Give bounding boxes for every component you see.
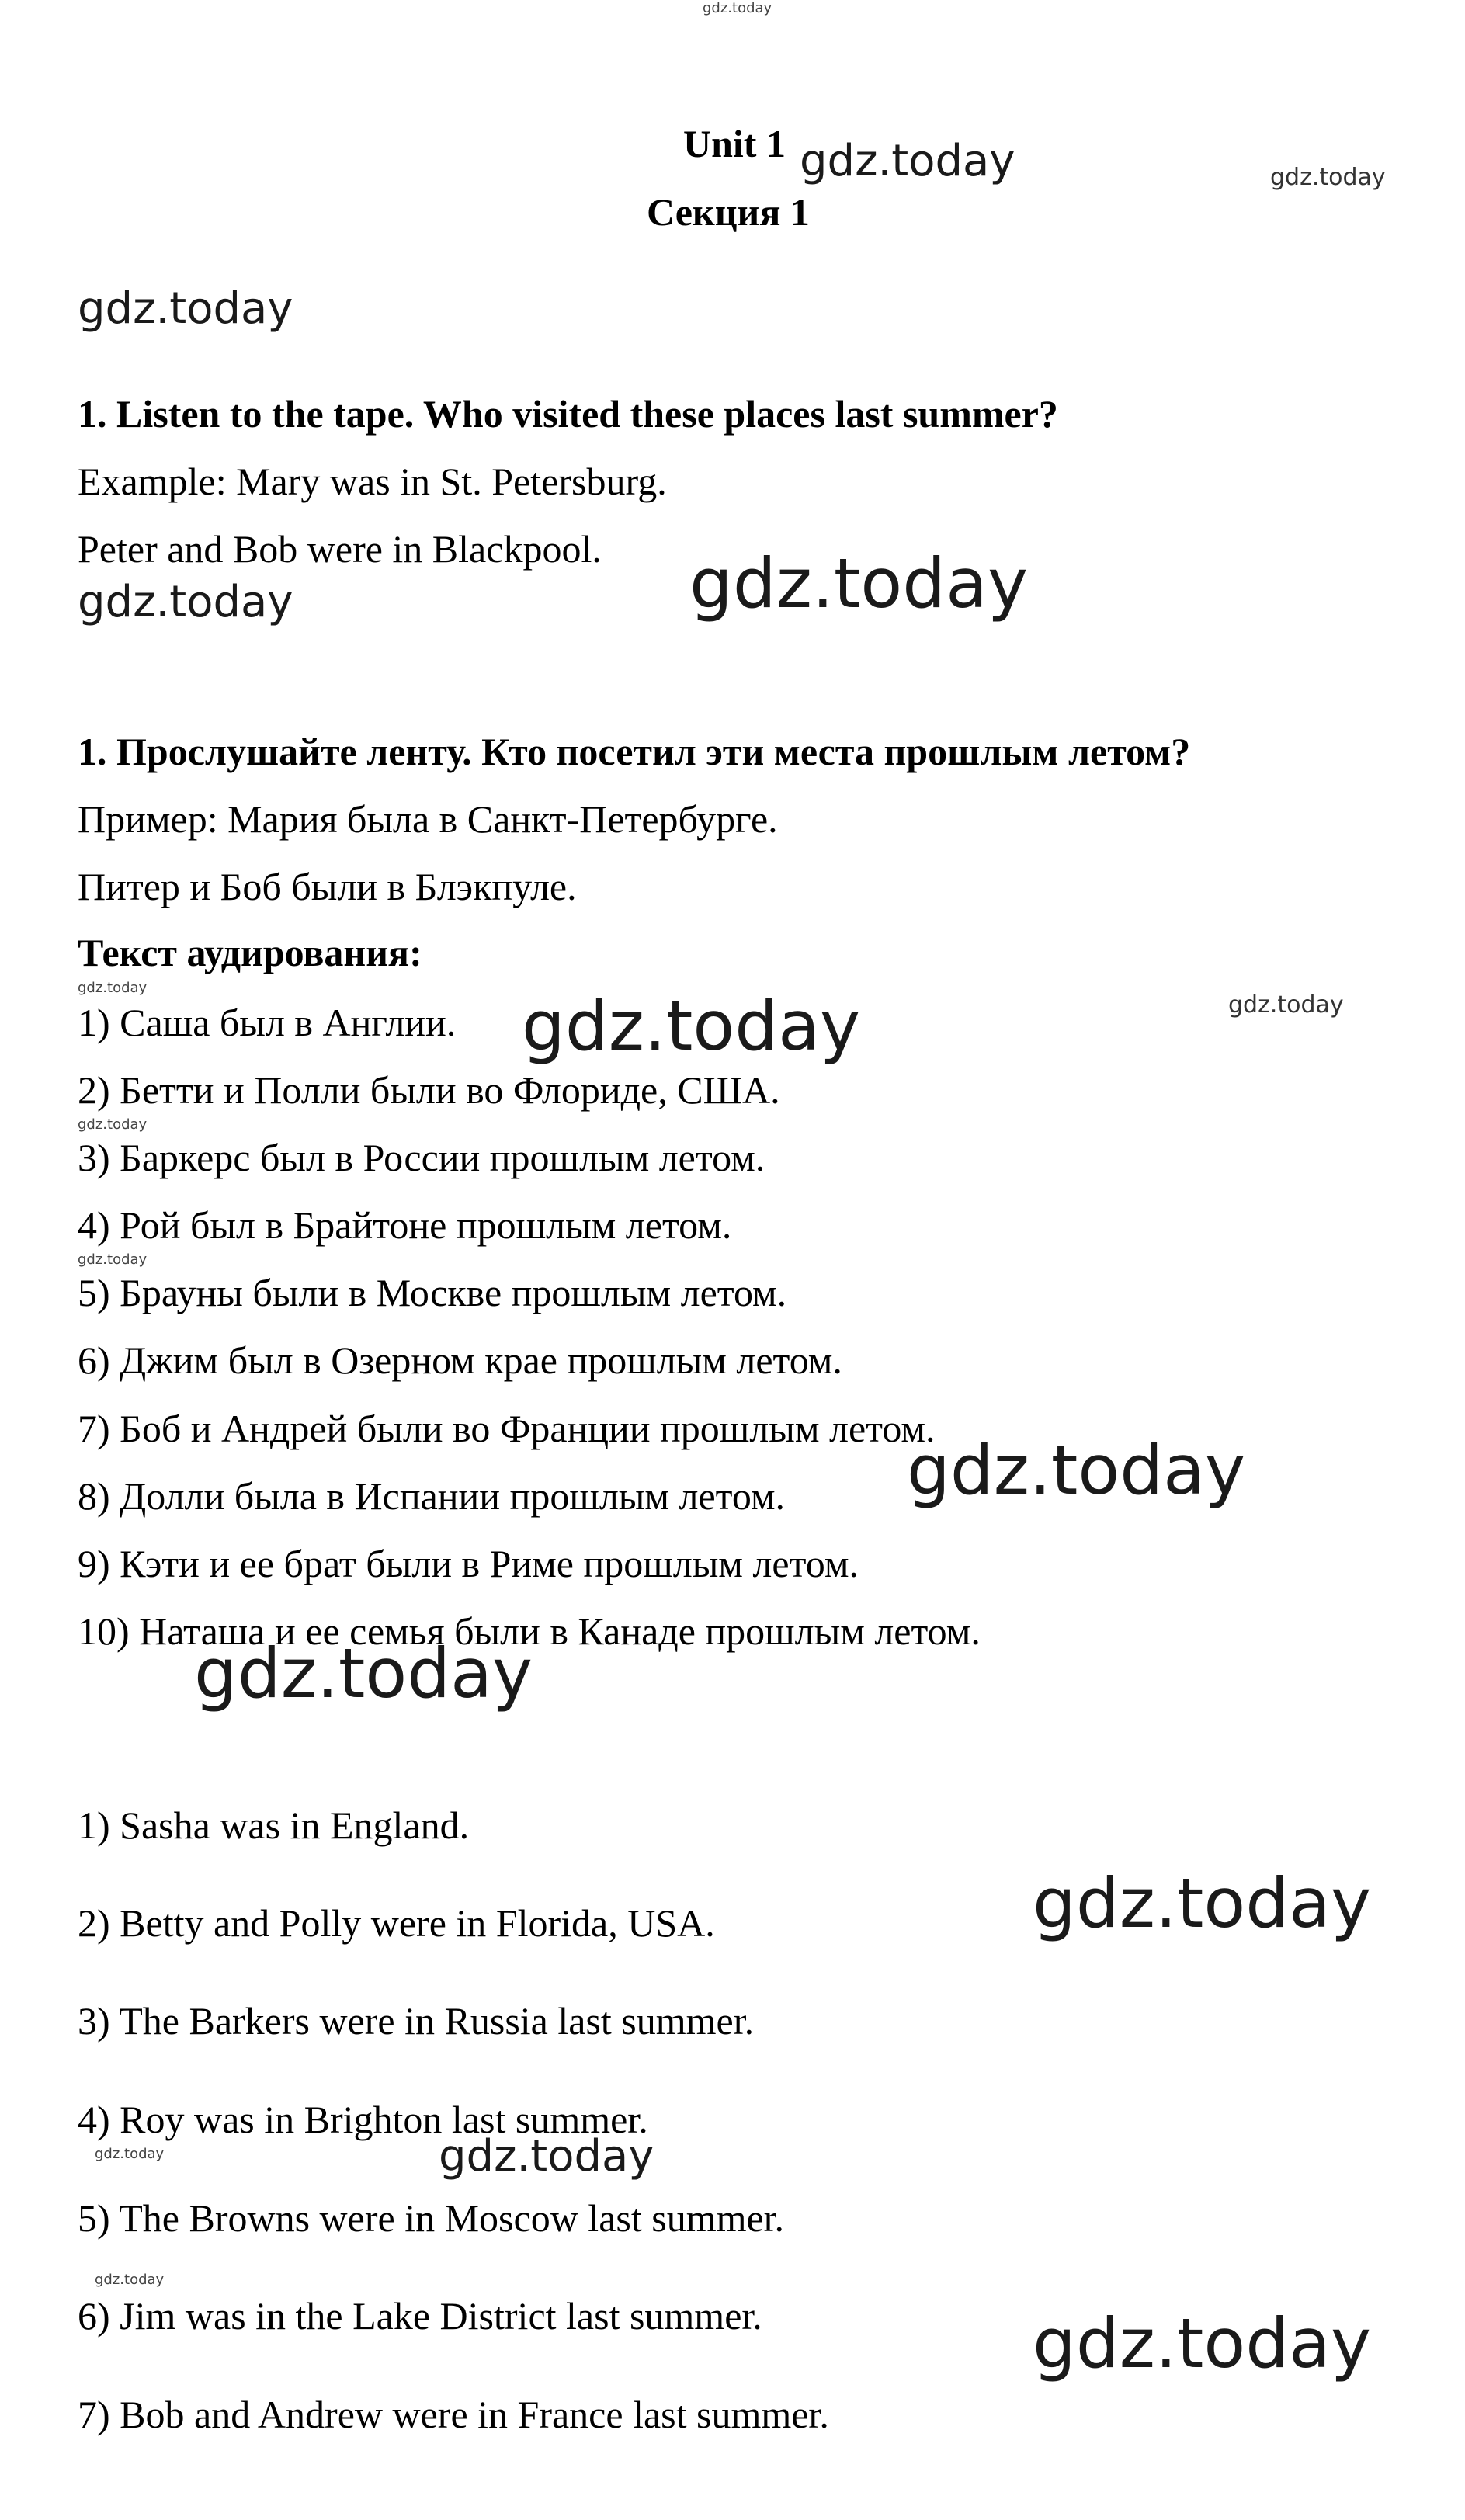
watermark-text: gdz.today bbox=[78, 1251, 148, 1268]
watermark-text: gdz.today bbox=[703, 0, 772, 16]
transcript-ru-item: 2) Бетти и Полли были во Флориде, США. bbox=[78, 1068, 780, 1112]
watermark-text: gdz.today bbox=[78, 283, 293, 334]
transcript-ru-item: 7) Боб и Андрей были во Франции прошлым летом. bbox=[78, 1407, 936, 1450]
watermark-text: gdz.today bbox=[1033, 1863, 1372, 1943]
transcript-en-item: 7) Bob and Andrew were in France last summer. bbox=[78, 2393, 829, 2436]
exercise-ru-example: Пример: Мария была в Санкт-Петербурге. bbox=[78, 797, 778, 841]
transcript-en-item: 5) The Browns were in Moscow last summer. bbox=[78, 2196, 785, 2240]
transcript-en-item: 3) The Barkers were in Russia last summer. bbox=[78, 1999, 755, 2043]
watermark-text: gdz.today bbox=[95, 2146, 165, 2162]
exercise-ru-heading: 1. Прослушайте ленту. Кто посетил эти места прошлым летом? bbox=[78, 730, 1191, 773]
transcript-ru-item: 6) Джим был в Озерном крае прошлым летом. bbox=[78, 1338, 842, 1382]
transcript-ru-item: 1) Саша был в Англии. bbox=[78, 1001, 457, 1044]
exercise-en-example: Example: Mary was in St. Petersburg. bbox=[78, 460, 667, 503]
watermark-text: gdz.today bbox=[522, 986, 861, 1066]
transcript-heading: Текст аудирования: bbox=[78, 931, 422, 974]
transcript-ru-item: 8) Долли была в Испании прошлым летом. bbox=[78, 1474, 786, 1518]
watermark-text: gdz.today bbox=[78, 1116, 148, 1133]
watermark-text: gdz.today bbox=[439, 2131, 654, 2182]
watermark-text: gdz.today bbox=[78, 980, 148, 996]
transcript-ru-item: 9) Кэти и ее брат были в Риме прошлым летом. bbox=[78, 1542, 859, 1585]
section-title: Секция 1 bbox=[647, 190, 810, 234]
watermark-text: gdz.today bbox=[1228, 991, 1344, 1019]
exercise-ru-line: Питер и Боб были в Блэкпуле. bbox=[78, 865, 577, 908]
watermark-text: gdz.today bbox=[194, 1633, 533, 1713]
transcript-ru-item: 5) Брауны были в Москве прошлым летом. bbox=[78, 1271, 787, 1314]
transcript-en-item: 6) Jim was in the Lake District last summer. bbox=[78, 2294, 762, 2338]
watermark-text: gdz.today bbox=[1033, 2303, 1372, 2383]
unit-title: Unit 1 bbox=[683, 122, 786, 165]
transcript-ru-item: 3) Баркерс был в России прошлым летом. bbox=[78, 1136, 765, 1179]
watermark-text: gdz.today bbox=[78, 577, 293, 627]
transcript-ru-item: 10) Наташа и ее семья были в Канаде прошлым летом. bbox=[78, 1609, 981, 1653]
watermark-text: gdz.today bbox=[1270, 164, 1386, 191]
transcript-en-item: 1) Sasha was in England. bbox=[78, 1803, 470, 1847]
watermark-text: gdz.today bbox=[95, 2272, 165, 2288]
watermark-text: gdz.today bbox=[800, 136, 1015, 186]
transcript-en-item: 2) Betty and Polly were in Florida, USA. bbox=[78, 1901, 715, 1945]
exercise-en-line: Peter and Bob were in Blackpool. bbox=[78, 527, 602, 571]
watermark-text: gdz.today bbox=[689, 543, 1029, 623]
transcript-ru-item: 4) Рой был в Брайтоне прошлым летом. bbox=[78, 1203, 732, 1247]
exercise-en-heading: 1. Listen to the tape. Who visited these places last summer? bbox=[78, 392, 1058, 436]
watermark-text: gdz.today bbox=[907, 1430, 1246, 1510]
transcript-en-item: 4) Roy was in Brighton last summer. bbox=[78, 2098, 648, 2141]
